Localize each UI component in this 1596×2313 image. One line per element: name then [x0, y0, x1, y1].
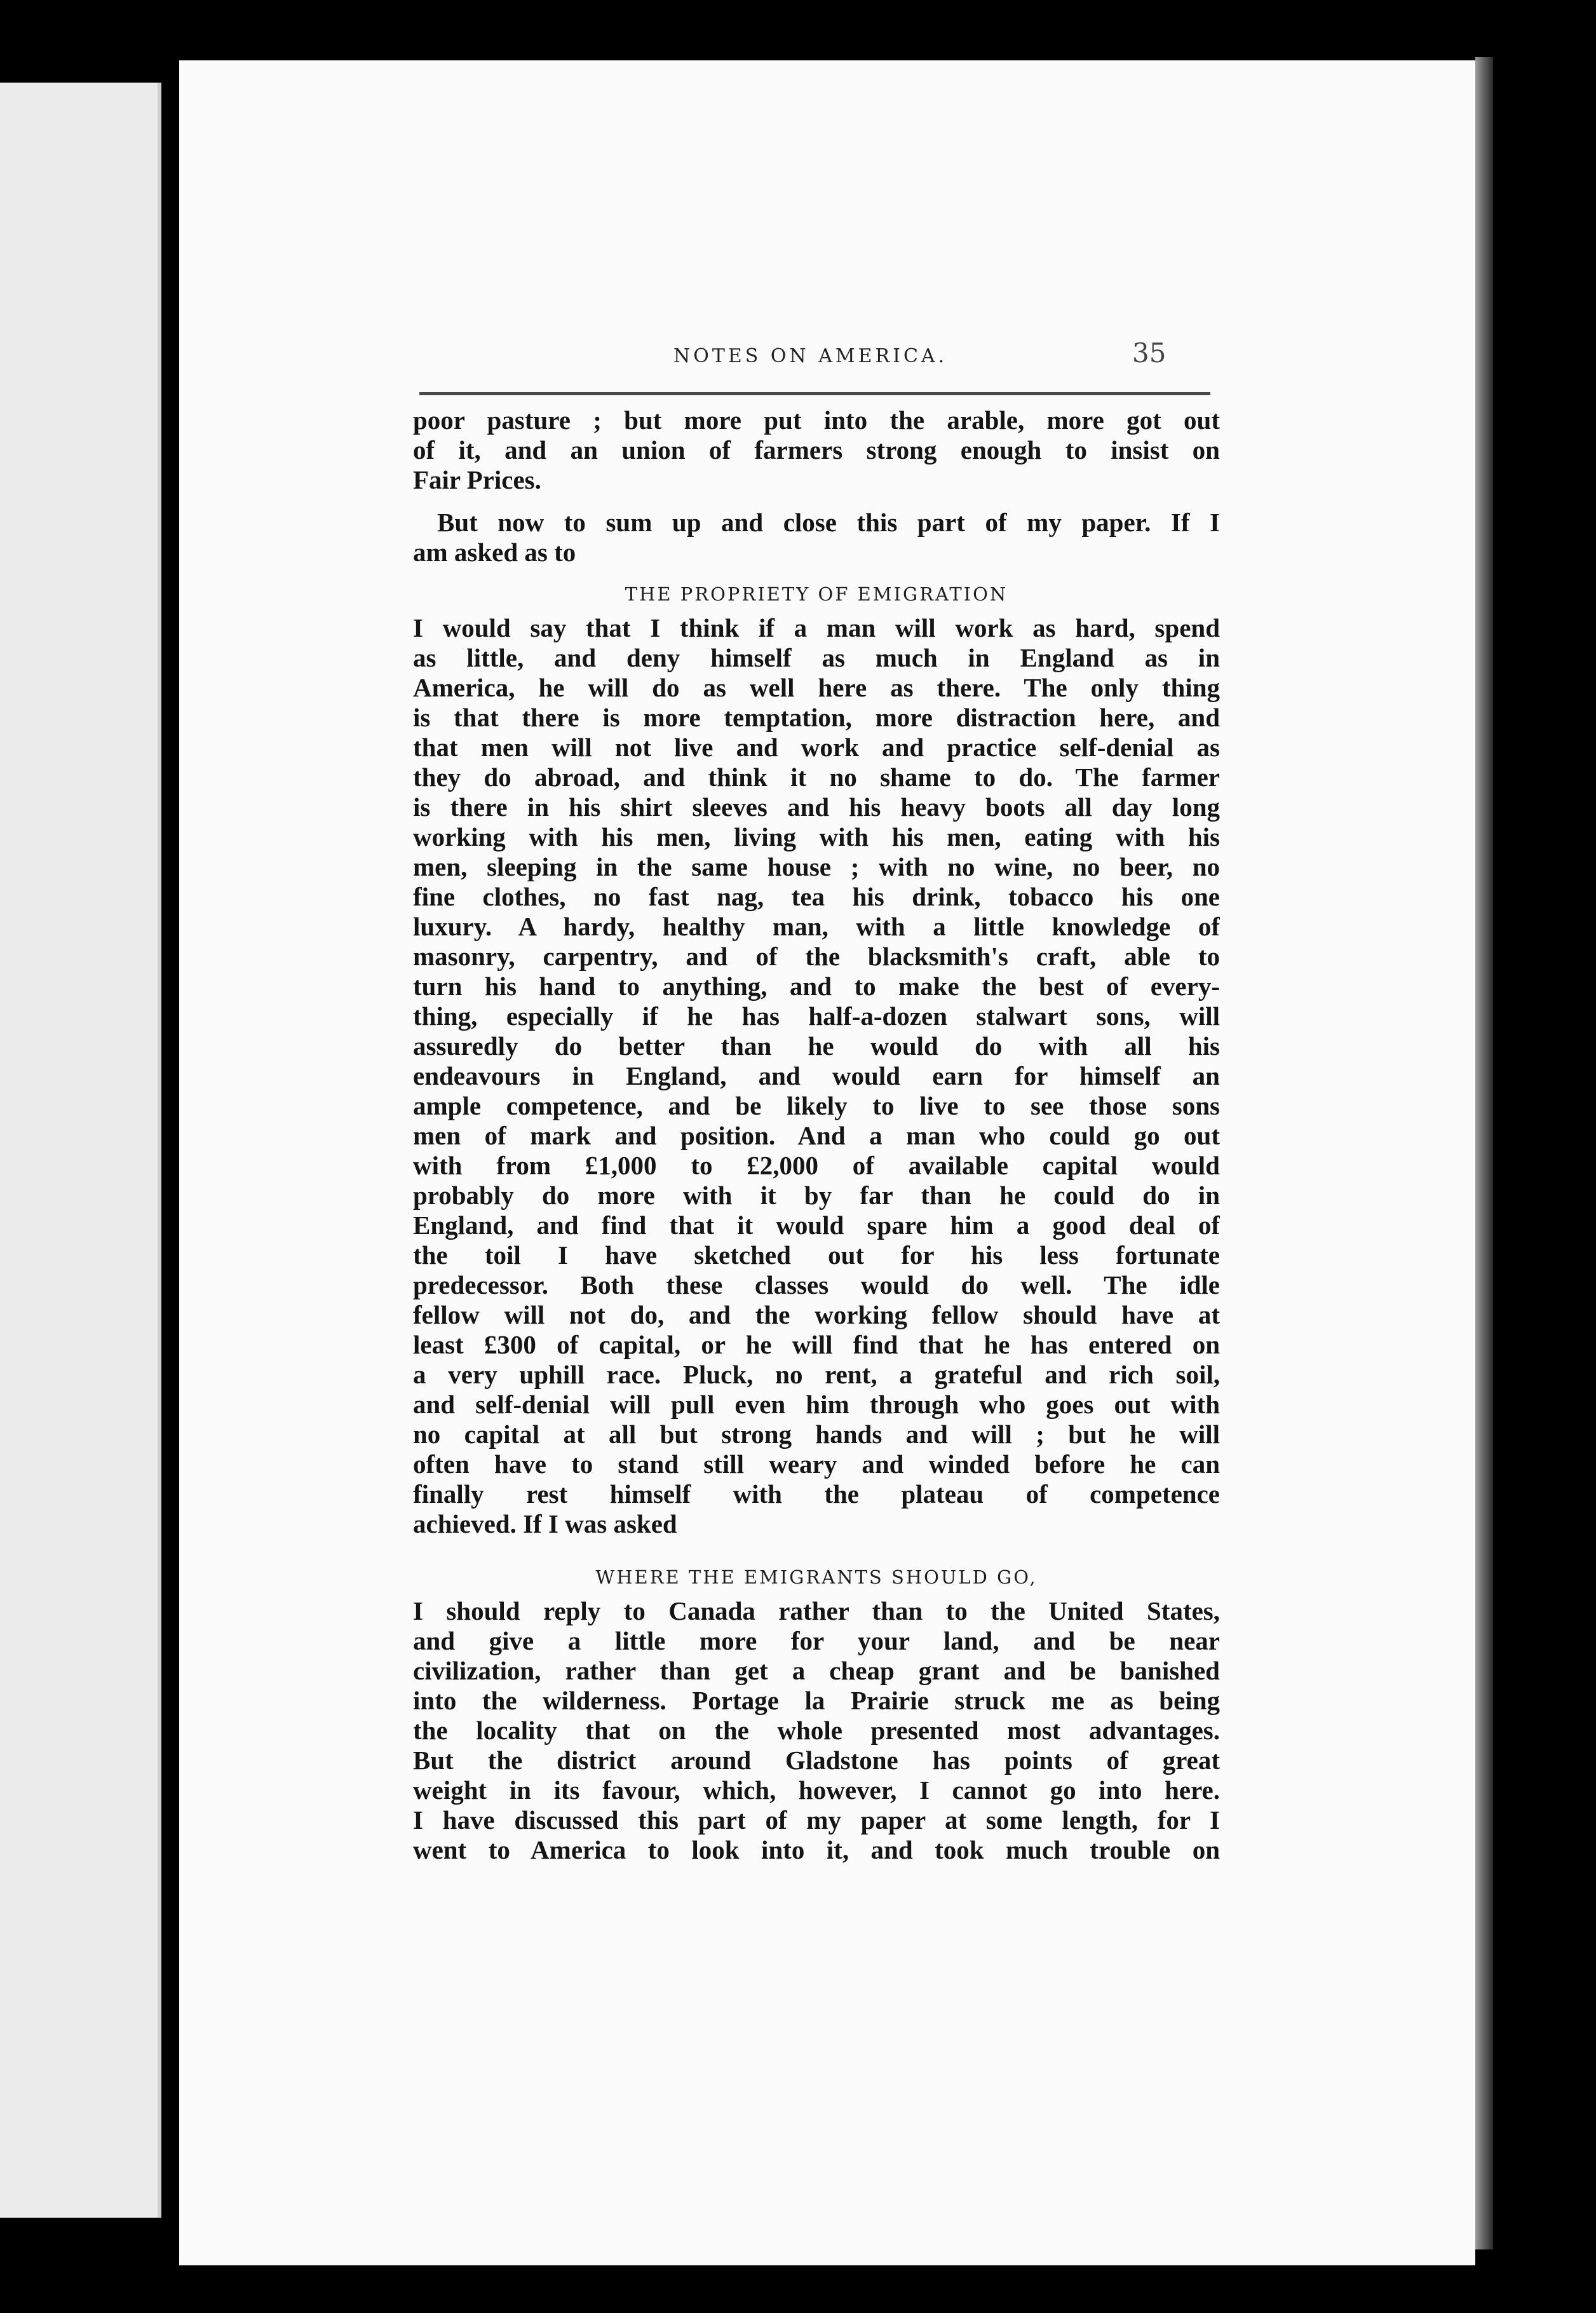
text-line: probably do more with it by far than he could do in — [413, 1181, 1220, 1210]
text-line: weight in its favour, which, however, I cannot go into here. — [413, 1775, 1220, 1805]
text-line: I have discussed this part of my paper at some length, for I — [413, 1805, 1220, 1835]
header-rule — [419, 392, 1210, 395]
text-line: no capital at all but strong hands and will ; but he will — [413, 1420, 1220, 1449]
text-line: masonry, carpentry, and of the blacksmith's craft, able to — [413, 942, 1220, 971]
page-number: 35 — [1132, 337, 1167, 369]
paragraph — [413, 405, 1220, 495]
text-line: fellow will not do, and the working fellow should have at — [413, 1300, 1220, 1329]
text-line: I should reply to Canada rather than to the United States, — [413, 1596, 1220, 1625]
text-line: the locality that on the whole presented most advantages. — [413, 1716, 1220, 1745]
text-line: men of mark and position. And a man who could go out — [413, 1121, 1220, 1150]
text-line: that men will not live and work and practice self-denial as — [413, 733, 1220, 762]
facing-page-edge — [0, 83, 161, 2218]
text-line: But the district around Gladstone has points of great — [413, 1746, 1220, 1775]
text-line: they do abroad, and think it no shame to do. The farmer — [413, 763, 1220, 792]
text-line: the toil I have sketched out for his less fortunate — [413, 1240, 1220, 1270]
text-line: luxury. A hardy, healthy man, with a little knowledge of — [413, 912, 1220, 941]
text-line: into the wilderness. Portage la Prairie struck me as being — [413, 1686, 1220, 1715]
text-line: turn his hand to anything, and to make the best of every- — [413, 972, 1220, 1001]
text-line: fine clothes, no fast nag, tea his drink, tobacco his one — [413, 882, 1220, 911]
paragraph — [413, 508, 1220, 567]
body-text — [413, 405, 1220, 1865]
text-line: I would say that I think if a man will work as hard, spend — [413, 613, 1220, 642]
text-line: went to America to look into it, and took much trouble on — [413, 1835, 1220, 1864]
text-line: America, he will do as well here as there. The only thing — [413, 673, 1220, 702]
page-fore-edge — [1475, 57, 1493, 2249]
text-line: civilization, rather than get a cheap grant and be banished — [413, 1656, 1220, 1685]
paragraph-gap — [413, 495, 1220, 508]
text-line: a very uphill race. Pluck, no rent, a grateful and rich soil, — [413, 1360, 1220, 1389]
text-line: thing, especially if he has half-a-dozen stalwart sons, will — [413, 1001, 1220, 1031]
text-line: often have to stand still weary and winded before he can — [413, 1449, 1220, 1479]
running-head: NOTES ON AMERICA. — [673, 345, 948, 367]
text-line: working with his men, living with his men, eating with his — [413, 822, 1220, 851]
text-line: Fair Prices. — [413, 465, 541, 494]
text-line: am asked as to — [413, 538, 576, 567]
text-line: and give a little more for your land, and be near — [413, 1626, 1220, 1655]
text-line: But now to sum up and close this part of my paper. If I — [437, 508, 1220, 537]
text-line: with from £1,000 to £2,000 of available capital would — [413, 1151, 1220, 1180]
section-heading: WHERE THE EMIGRANTS SHOULD GO, — [595, 1566, 1038, 1588]
text-line: poor pasture ; but more put into the arable, more got out — [413, 405, 1220, 435]
section-heading: THE PROPRIETY OF EMIGRATION — [625, 583, 1008, 605]
text-line: men, sleeping in the same house ; with no wine, no beer, no — [413, 852, 1220, 881]
text-line: finally rest himself with the plateau of competence — [413, 1479, 1220, 1509]
paragraph — [413, 1596, 1220, 1865]
text-line: as little, and deny himself as much in England as in — [413, 643, 1220, 672]
paragraph — [413, 613, 1220, 1539]
text-line: ample competence, and be likely to live to see those sons — [413, 1091, 1220, 1120]
text-line: is there in his shirt sleeves and his heavy boots all day long — [413, 792, 1220, 822]
text-line: assuredly do better than he would do with all his — [413, 1031, 1220, 1061]
text-line: and self-denial will pull even him through who goes out with — [413, 1390, 1220, 1419]
text-line: is that there is more temptation, more distraction here, and — [413, 703, 1220, 732]
text-line: endeavours in England, and would earn for himself an — [413, 1061, 1220, 1090]
text-line: achieved. If I was asked — [413, 1509, 677, 1538]
text-line: of it, and an union of farmers strong enough to insist on — [413, 435, 1220, 465]
text-line: England, and find that it would spare him a good deal of — [413, 1211, 1220, 1240]
text-line: least £300 of capital, or he will find that he has entered on — [413, 1330, 1220, 1359]
text-line: predecessor. Both these classes would do well. The idle — [413, 1270, 1220, 1299]
